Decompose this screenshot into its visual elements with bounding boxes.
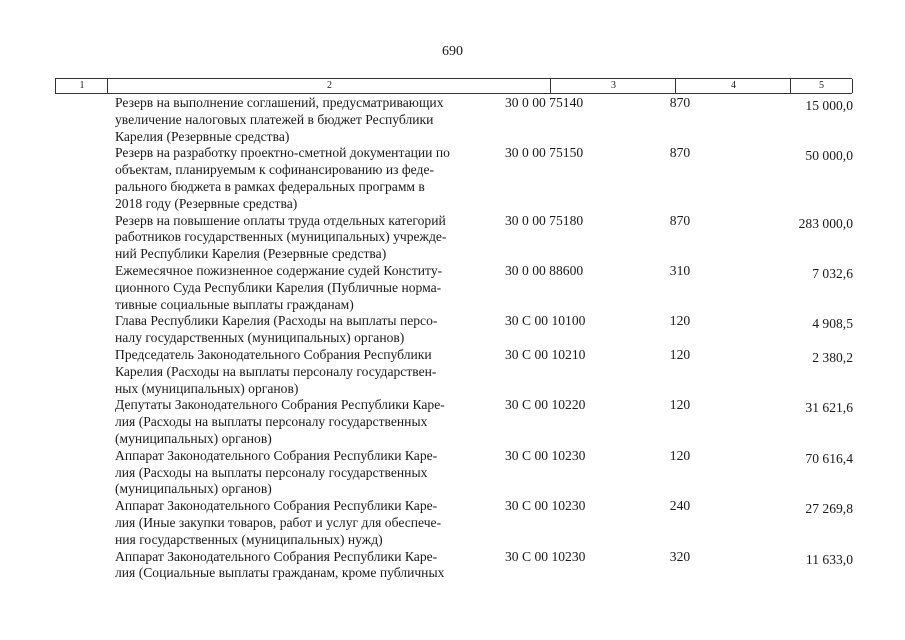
description-line: Резерв на выполнение соглашений, предусматривающих bbox=[115, 95, 444, 110]
row-expense-type: 320 bbox=[669, 548, 691, 564]
row-description bbox=[115, 313, 495, 347]
table-row bbox=[0, 313, 905, 347]
description-line: рального бюджета в рамках федеральных программ в bbox=[115, 178, 425, 194]
row-amount: 11 633,0 bbox=[805, 551, 853, 567]
description-line: лия (Расходы на выплаты персоналу государственных bbox=[115, 464, 428, 480]
row-expense-type: 870 bbox=[669, 145, 691, 161]
description-line: Ежемесячное пожизненное содержание судей Конститу- bbox=[115, 262, 443, 278]
header-col-2: 2 bbox=[107, 79, 551, 93]
description-line: объектам, планируемым к софинансированию из феде- bbox=[115, 162, 435, 178]
row-expense-type: 240 bbox=[669, 498, 691, 514]
description-line: лия (Расходы на выплаты персоналу государственных bbox=[115, 414, 428, 430]
row-description bbox=[115, 549, 495, 583]
header-col-1: 1 bbox=[55, 79, 108, 93]
row-expense-type: 310 bbox=[669, 262, 691, 278]
description-line: Глава Республики Карелия (Расходы на выплаты персо- bbox=[115, 313, 438, 329]
row-description bbox=[115, 498, 495, 548]
row-code: 30 С 00 10220 bbox=[505, 397, 586, 413]
description-line: Резерв на разработку проектно-сметной документации по bbox=[115, 145, 450, 161]
row-expense-type: 120 bbox=[669, 313, 691, 329]
row-code: 30 С 00 10230 bbox=[505, 498, 586, 514]
description-line: ных (муниципальных) органов) bbox=[115, 380, 299, 396]
row-amount: 7 032,6 bbox=[812, 265, 853, 281]
row-description bbox=[115, 145, 495, 212]
description-line: ний Республики Карелия (Резервные средства) bbox=[115, 246, 387, 262]
row-expense-type: 120 bbox=[669, 346, 691, 362]
row-expense-type: 870 bbox=[669, 95, 691, 110]
row-expense-type: 120 bbox=[669, 397, 691, 413]
row-description bbox=[115, 448, 495, 498]
description-line: Резерв на повышение оплаты труда отдельных категорий bbox=[115, 212, 446, 228]
table-body bbox=[0, 95, 905, 582]
row-amount: 4 908,5 bbox=[812, 316, 853, 332]
row-amount: 2 380,2 bbox=[812, 349, 853, 365]
row-code: 30 0 00 75180 bbox=[505, 212, 584, 228]
row-expense-type: 120 bbox=[669, 447, 691, 463]
row-amount: 50 000,0 bbox=[805, 148, 853, 164]
row-code: 30 С 00 10100 bbox=[505, 313, 586, 329]
page-number: 690 bbox=[442, 44, 463, 59]
row-description bbox=[115, 397, 495, 447]
description-line: увеличение налоговых платежей в бюджет Республики bbox=[115, 111, 434, 127]
header-col-4: 4 bbox=[675, 79, 791, 93]
row-code: 30 0 00 75140 bbox=[505, 95, 584, 110]
row-description bbox=[115, 347, 495, 397]
row-description bbox=[115, 213, 495, 263]
row-amount: 27 269,8 bbox=[805, 501, 853, 517]
table-row bbox=[0, 95, 905, 145]
header-col-5: 5 bbox=[790, 79, 853, 93]
description-line: Карелия (Расходы на выплаты персоналу государствен- bbox=[115, 363, 437, 379]
description-line: Аппарат Законодательного Собрания Республики Каре- bbox=[115, 498, 438, 514]
table-row bbox=[0, 347, 905, 397]
table-header bbox=[55, 78, 852, 94]
table-row bbox=[0, 213, 905, 263]
description-line: ния государственных (муниципальных) нужд) bbox=[115, 531, 383, 547]
table-row bbox=[0, 263, 905, 313]
description-line: тивные социальные выплаты гражданам) bbox=[115, 296, 354, 312]
description-line: (муниципальных) органов) bbox=[115, 430, 272, 446]
row-code: 30 С 00 10230 bbox=[505, 548, 586, 564]
description-line: Аппарат Законодательного Собрания Республики Каре- bbox=[115, 447, 438, 463]
row-amount: 15 000,0 bbox=[805, 98, 853, 113]
row-amount: 283 000,0 bbox=[798, 215, 853, 231]
row-code: 30 0 00 75150 bbox=[505, 145, 584, 161]
row-expense-type: 870 bbox=[669, 212, 691, 228]
description-line: лия (Иные закупки товаров, работ и услуг для обеспече- bbox=[115, 514, 442, 530]
row-description bbox=[115, 95, 495, 145]
row-amount: 31 621,6 bbox=[805, 400, 853, 416]
table-row bbox=[0, 448, 905, 498]
table-row bbox=[0, 397, 905, 447]
row-amount: 70 616,4 bbox=[805, 450, 853, 466]
description-line: налу государственных (муниципальных) органов) bbox=[115, 330, 405, 346]
description-line: (муниципальных) органов) bbox=[115, 481, 272, 497]
description-line: Председатель Законодательного Собрания Республики bbox=[115, 346, 432, 362]
description-line: 2018 году (Резервные средства) bbox=[115, 195, 298, 211]
row-code: 30 0 00 88600 bbox=[505, 262, 584, 278]
description-line: лия (Социальные выплаты гражданам, кроме публичных bbox=[115, 565, 445, 581]
table-row bbox=[0, 549, 905, 583]
description-line: ционного Суда Республики Карелия (Публичные норма- bbox=[115, 279, 442, 295]
table-row bbox=[0, 498, 905, 548]
description-line: Карелия (Резервные средства) bbox=[115, 128, 290, 144]
row-code: 30 С 00 10230 bbox=[505, 447, 586, 463]
header-col-3: 3 bbox=[550, 79, 676, 93]
description-line: Депутаты Законодательного Собрания Республики Каре- bbox=[115, 397, 445, 413]
table-row bbox=[0, 145, 905, 212]
row-code: 30 С 00 10210 bbox=[505, 346, 586, 362]
description-line: работников государственных (муниципальных) учрежде- bbox=[115, 229, 447, 245]
description-line: Аппарат Законодательного Собрания Республики Каре- bbox=[115, 548, 438, 564]
row-description bbox=[115, 263, 495, 313]
